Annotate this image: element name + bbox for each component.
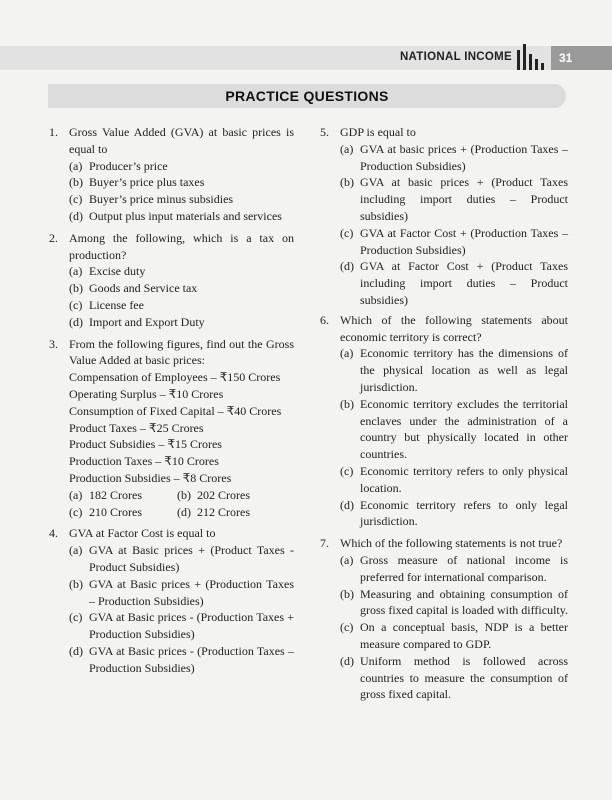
option: (c) GVA at Basic prices - (Production Taxes + Production Subsidies) xyxy=(69,610,294,642)
question-text: Gross Value Added (GVA) at basic prices is equal to xyxy=(69,125,294,156)
question-4 xyxy=(49,525,294,676)
question-6 xyxy=(320,312,568,530)
option: (a) Gross measure of national income is preferred for international comparison. xyxy=(340,552,568,584)
option: (b) Buyer’s price plus taxes xyxy=(69,175,205,190)
option: (d) 212 Crores xyxy=(177,504,250,519)
question-3 xyxy=(49,336,294,521)
option: (a) Producer’s price xyxy=(69,158,168,173)
question-text: Among the following, which is a tax on production? xyxy=(69,230,294,262)
right-column xyxy=(320,124,568,703)
option: (b) 202 Crores xyxy=(177,487,250,502)
figure-line: Product Taxes – ₹25 Crores xyxy=(69,420,204,435)
option: (c) Buyer’s price minus subsidies xyxy=(69,192,234,207)
option: (a) 182 Crores xyxy=(69,487,142,502)
question-text: GVA at Factor Cost is equal to xyxy=(69,526,216,541)
option: (a) Excise duty xyxy=(69,264,146,279)
question-2 xyxy=(49,230,294,331)
question-number: 2. xyxy=(49,230,58,245)
figure-line: Operating Surplus – ₹10 Crores xyxy=(69,386,224,401)
option: (c) License fee xyxy=(69,297,144,312)
question-text: GDP is equal to xyxy=(340,125,416,139)
question-text: Which of the following statements is not true? xyxy=(340,536,563,551)
figure-line: Product Subsidies – ₹15 Crores xyxy=(69,437,222,452)
chapter-title: NATIONAL INCOME xyxy=(399,51,512,63)
option: (c) GVA at Factor Cost + (Production Taxes – Production Subsidies) xyxy=(340,225,568,257)
option: (d) GVA at Factor Cost + (Product Taxes including import duties – Product subsidies) xyxy=(340,259,568,307)
option: (a) Economic territory has the dimensions of the physical location as well as legal jurisdiction. xyxy=(340,346,568,394)
option: (d) Uniform method is followed across countries to measure the consumption of gross fixed capital. xyxy=(340,653,568,702)
question-text: From the following figures, find out the Gross Value Added at basic prices: xyxy=(69,336,294,368)
figure-line: Production Taxes – ₹10 Crores xyxy=(69,454,219,469)
question-number: 3. xyxy=(49,336,58,351)
page-number: 31 xyxy=(551,46,612,70)
bar-chart-icon xyxy=(517,44,549,70)
figure-line: Compensation of Employees – ₹150 Crores xyxy=(69,370,281,385)
option: (c) On a conceptual basis, NDP is a better measure compared to GDP. xyxy=(340,620,568,651)
question-number: 7. xyxy=(320,536,329,551)
left-column xyxy=(49,124,294,677)
option: (b) Economic territory excludes the territorial enclaves under the administration of a country but physically located in other countries. xyxy=(340,396,568,462)
option: (b) GVA at basic prices + (Product Taxes including import duties – Product subsidies) xyxy=(340,175,568,223)
option: (b) Goods and Service tax xyxy=(69,281,198,296)
option: (d) Import and Export Duty xyxy=(69,314,205,329)
question-number: 4. xyxy=(49,526,58,541)
option: (b) Measuring and obtaining consumption of gross fixed capital is loaded with difficulty. xyxy=(340,586,568,618)
figure-line: Production Subsidies – ₹8 Crores xyxy=(69,470,232,485)
question-1 xyxy=(49,124,294,225)
option: (d) GVA at Basic prices - (Production Taxes – Production Subsidies) xyxy=(69,643,294,675)
question-number: 5. xyxy=(320,125,329,139)
question-text: Which of the following statements about economic territory is correct? xyxy=(340,312,568,344)
option: (b) GVA at Basic prices + (Production Taxes – Production Subsidies) xyxy=(69,576,294,608)
option: (a) GVA at basic prices + (Production Taxes – Production Subsidies) xyxy=(340,141,568,173)
question-number: 6. xyxy=(320,312,329,327)
question-number: 1. xyxy=(49,125,58,139)
question-5 xyxy=(320,124,568,309)
option: (a) GVA at Basic prices + (Product Taxes - Product Subsidies) xyxy=(69,543,294,574)
option: (c) Economic territory refers to only physical location. xyxy=(340,463,568,495)
option: (c) 210 Crores xyxy=(69,504,142,519)
option: (d) Output plus input materials and services xyxy=(69,208,282,223)
section-title: PRACTICE QUESTIONS xyxy=(48,84,566,108)
question-7 xyxy=(320,535,568,703)
figure-line: Consumption of Fixed Capital – ₹40 Crores xyxy=(69,403,282,418)
option: (d) Economic territory refers to only legal jurisdiction. xyxy=(340,497,568,529)
